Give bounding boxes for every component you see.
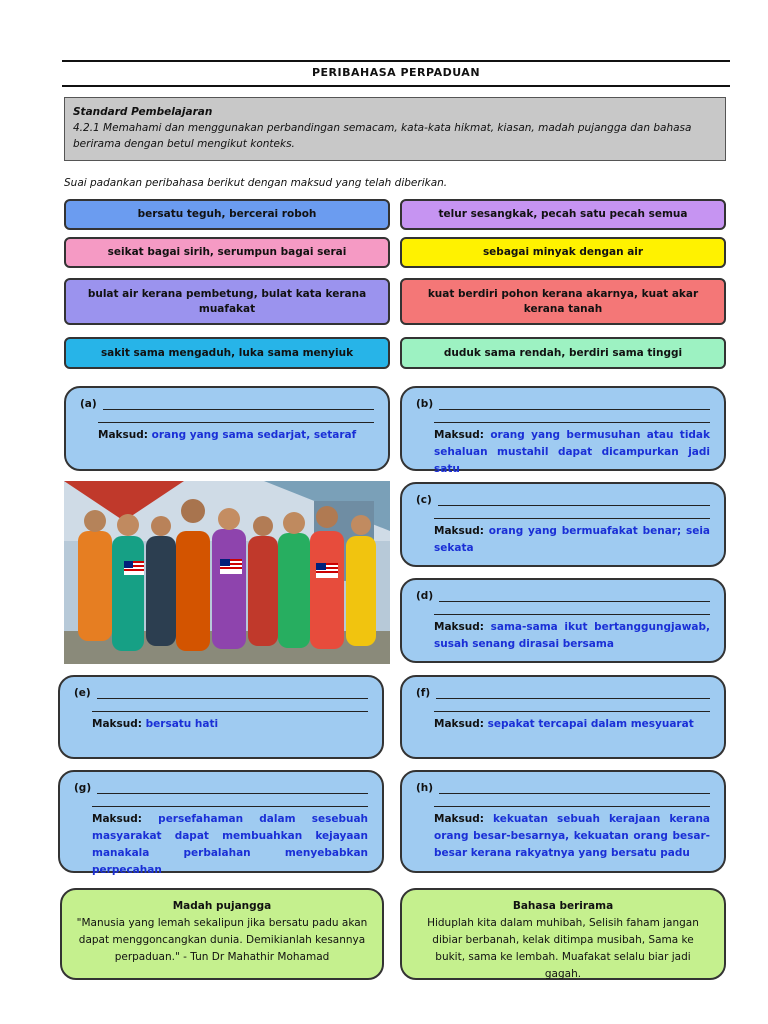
proverb-pill: bulat air kerana pembetung, bulat kata kerana muafakat bbox=[64, 278, 390, 325]
madah-text: "Manusia yang lemah sekalipun jika bersatu padu akan dapat menggoncangkan dunia. Demikianlah kesannya perpaduan." - Tun Dr Mahathir Mohamad bbox=[76, 917, 368, 963]
madah-title: Madah pujangga bbox=[172, 900, 272, 912]
card-meaning: sepakat tercapai dalam mesyuarat bbox=[487, 718, 694, 730]
card-meaning: orang yang bermusuhan atau tidak sehaluan mustahil dapat dicampurkan jadi satu bbox=[434, 429, 711, 475]
maksud-label: Maksud: bbox=[434, 525, 484, 537]
standard-box bbox=[64, 97, 726, 161]
answer-line[interactable] bbox=[434, 412, 710, 423]
maksud-label: Maksud: bbox=[98, 429, 148, 441]
maksud-label: Maksud: bbox=[434, 429, 484, 441]
maksud-label: Maksud: bbox=[434, 718, 484, 730]
answer-card-d bbox=[400, 578, 726, 663]
standard-heading: Standard Pembelajaran bbox=[73, 106, 213, 118]
card-meaning: kekuatan sebuah kerajaan kerana orang besar-besarnya, kekuatan orang besar-besar kerana rakyatnya yang bersatu padu bbox=[434, 813, 710, 859]
bahasa-title: Bahasa berirama bbox=[512, 900, 614, 912]
answer-line[interactable] bbox=[434, 604, 710, 615]
instruction-text: Suai padankan peribahasa berikut dengan maksud yang telah diberikan. bbox=[64, 177, 448, 189]
standard-text: 4.2.1 Memahami dan menggunakan perbandingan semacam, kata-kata hikmat, kiasan, madah pujangga dan bahasa berirama dengan betul mengikut konteks. bbox=[73, 122, 692, 150]
proverb-pill: telur sesangkak, pecah satu pecah semua bbox=[400, 199, 726, 230]
top-rule bbox=[62, 60, 730, 62]
maksud-label: Maksud: bbox=[434, 813, 484, 825]
proverb-pill: kuat berdiri pohon kerana akarnya, kuat akar kerana tanah bbox=[400, 278, 726, 325]
maksud-label: Maksud: bbox=[434, 621, 484, 633]
madah-pujangga-box bbox=[60, 888, 384, 980]
answer-card-g bbox=[58, 770, 384, 876]
answer-line[interactable] bbox=[434, 701, 710, 712]
answer-card-a bbox=[64, 386, 390, 471]
answer-line[interactable] bbox=[439, 591, 710, 602]
bahasa-berirama-box bbox=[400, 888, 726, 980]
answer-line[interactable] bbox=[92, 701, 368, 712]
proverb-pill: bersatu teguh, bercerai roboh bbox=[64, 199, 390, 230]
card-meaning: orang yang bermuafakat benar; seia sekata bbox=[434, 525, 711, 554]
card-letter: (d) bbox=[416, 590, 434, 602]
proverb-pill: seikat bagai sirih, serumpun bagai serai bbox=[64, 237, 390, 268]
proverb-pill: duduk sama rendah, berdiri sama tinggi bbox=[400, 337, 726, 369]
answer-line[interactable] bbox=[97, 783, 368, 794]
answer-card-b bbox=[400, 386, 726, 475]
page-title: PERIBAHASA PERPADUAN bbox=[311, 66, 481, 79]
answer-line[interactable] bbox=[97, 688, 368, 699]
card-letter: (c) bbox=[416, 494, 432, 506]
answer-line[interactable] bbox=[103, 399, 374, 410]
unity-photo-illustration bbox=[64, 481, 390, 664]
answer-line[interactable] bbox=[434, 796, 710, 807]
answer-card-h bbox=[400, 770, 726, 873]
answer-card-e bbox=[58, 675, 384, 759]
answer-line[interactable] bbox=[98, 412, 374, 423]
title-rule bbox=[62, 85, 730, 87]
answer-line[interactable] bbox=[434, 508, 710, 519]
card-letter: (b) bbox=[416, 398, 434, 410]
card-letter: (a) bbox=[80, 398, 97, 410]
answer-line[interactable] bbox=[92, 796, 368, 807]
answer-card-f bbox=[400, 675, 726, 759]
answer-card-c bbox=[400, 482, 726, 567]
maksud-label: Maksud: bbox=[92, 813, 142, 825]
bahasa-text: Hiduplah kita dalam muhibah, Selisih faham jangan dibiar berbanah, kelak ditimpa musibah, Sama ke bukit, sama ke lembah. Muafakat selalu biar jadi gagah. bbox=[427, 917, 699, 980]
maksud-label: Maksud: bbox=[92, 718, 142, 730]
card-letter: (h) bbox=[416, 782, 434, 794]
card-letter: (f) bbox=[416, 687, 431, 699]
unity-photo bbox=[64, 481, 390, 664]
card-letter: (e) bbox=[74, 687, 91, 699]
answer-line[interactable] bbox=[436, 688, 710, 699]
proverb-pill: sebagai minyak dengan air bbox=[400, 237, 726, 268]
card-meaning: sama-sama ikut bertanggungjawab, susah senang dirasai bersama bbox=[434, 621, 710, 650]
card-letter: (g) bbox=[74, 782, 92, 794]
card-meaning: bersatu hati bbox=[145, 718, 219, 730]
answer-line[interactable] bbox=[439, 399, 710, 410]
answer-line[interactable] bbox=[439, 783, 710, 794]
proverb-pill: sakit sama mengaduh, luka sama menyiuk bbox=[64, 337, 390, 369]
answer-line[interactable] bbox=[438, 495, 710, 506]
card-meaning: persefahaman dalam sesebuah masyarakat dapat membuahkan kejayaan manakala perbalahan menyebabkan perpecahan bbox=[92, 813, 368, 876]
card-meaning: orang yang sama sedarjat, setaraf bbox=[151, 429, 357, 441]
